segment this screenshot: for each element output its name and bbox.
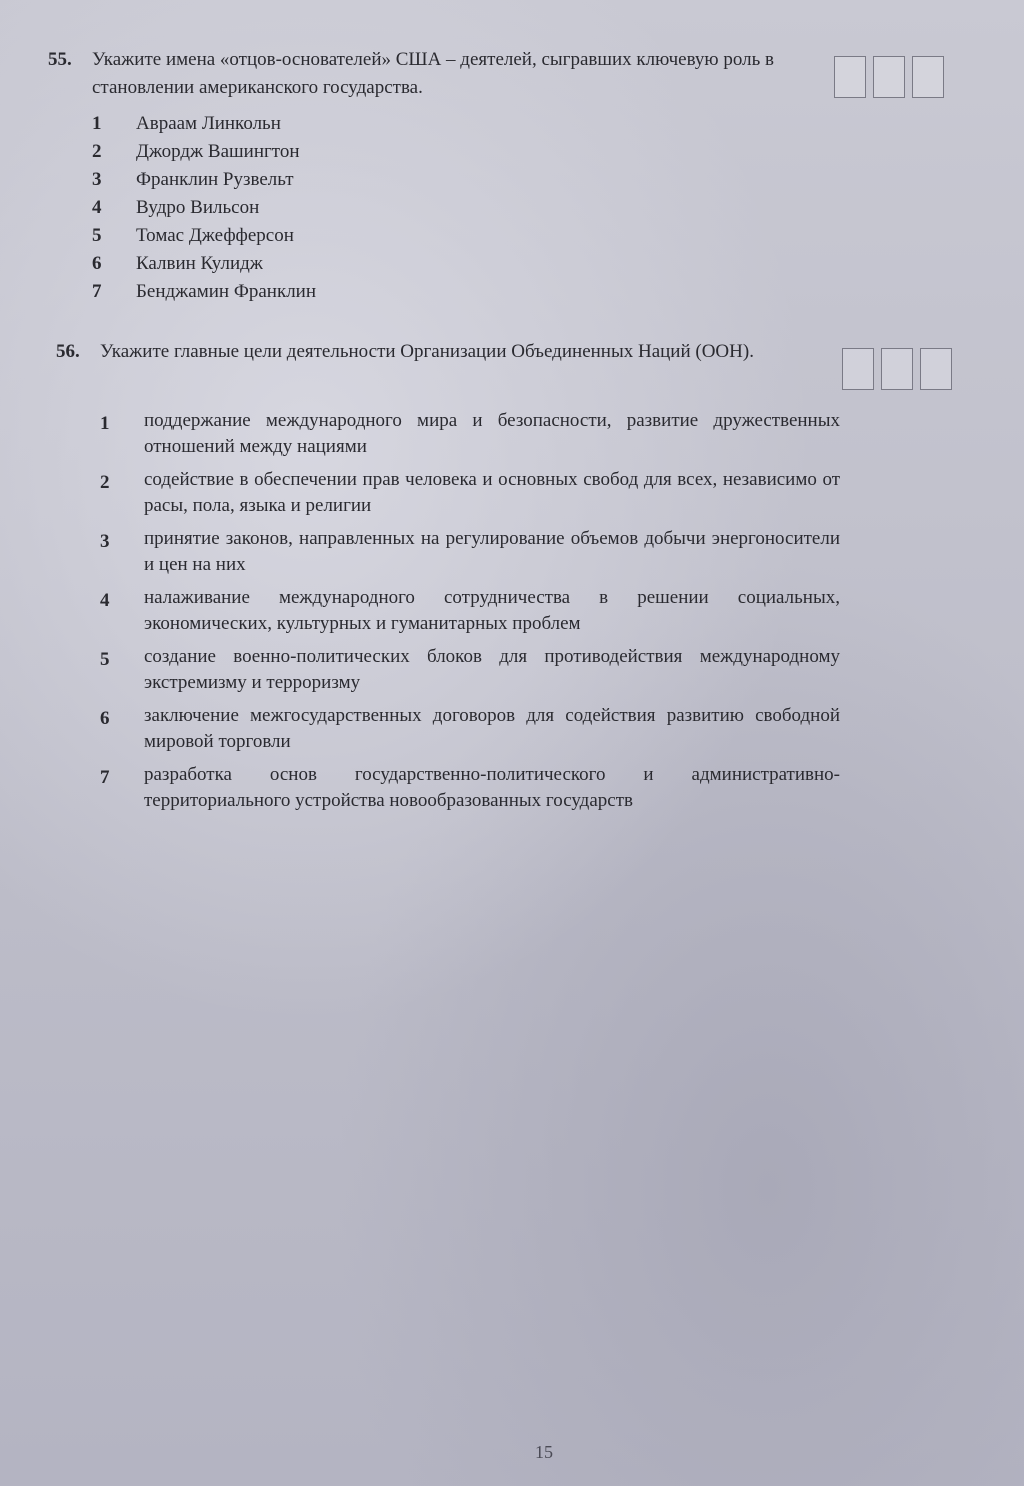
page-number: 15 (535, 1442, 553, 1462)
question-text: Укажите имена «отцов-основателей» США – деятелей, сыгравших ключевую роль в становлении американского государства. (92, 49, 774, 98)
answer-box-2[interactable] (881, 348, 913, 390)
answer-box-2[interactable] (873, 56, 905, 98)
option-item (92, 110, 832, 138)
option-item (100, 467, 840, 519)
answer-box-1[interactable] (834, 56, 866, 98)
option-item (92, 278, 832, 306)
option-number: 7 (92, 281, 102, 302)
option-text: налаживание международного сотрудничества в решении социальных, экономических, культурных и гуманитарных проблем (144, 587, 840, 634)
question-number: 56. (56, 341, 80, 362)
answer-box-1[interactable] (842, 348, 874, 390)
option-item (100, 762, 840, 814)
option-number: 2 (100, 472, 110, 493)
option-text: Вудро Вильсон (136, 197, 260, 218)
option-number: 5 (92, 225, 102, 246)
option-text: создание военно-политических блоков для противодействия международному экстремизму и терроризму (144, 646, 840, 693)
option-text: Авраам Линкольн (136, 113, 281, 134)
option-item (92, 194, 832, 222)
option-number: 3 (92, 169, 102, 190)
option-item (100, 585, 840, 637)
question-text: Укажите главные цели деятельности Организации Объединенных Наций (ООН). (100, 341, 754, 362)
option-number: 3 (100, 531, 110, 552)
option-number: 6 (100, 708, 110, 729)
option-text: поддержание международного мира и безопасности, развитие дружественных отношений между нациями (144, 410, 840, 457)
option-text: Калвин Кулидж (136, 253, 263, 274)
option-item (92, 250, 832, 278)
question-56 (56, 338, 996, 821)
option-list (100, 408, 840, 814)
answer-box-3[interactable] (912, 56, 944, 98)
option-number: 4 (100, 590, 110, 611)
option-number: 7 (100, 767, 110, 788)
option-item (100, 408, 840, 460)
option-number: 4 (92, 197, 102, 218)
option-number: 1 (92, 113, 102, 134)
answer-box-3[interactable] (920, 348, 952, 390)
option-number: 5 (100, 649, 110, 670)
option-text: Франклин Рузвельт (136, 169, 294, 190)
question-header (48, 46, 988, 102)
option-text: Бенджамин Франклин (136, 281, 317, 302)
option-number: 1 (100, 413, 110, 434)
question-header (56, 338, 996, 390)
option-text: содействие в обеспечении прав человека и основных свобод для всех, независимо от расы, пола, языка и религии (144, 469, 840, 516)
option-item (100, 526, 840, 578)
option-text: принятие законов, направленных на регулирование объемов добычи энергоносители и цен на них (144, 528, 840, 575)
answer-boxes (842, 348, 952, 390)
option-item (92, 166, 832, 194)
option-text: разработка основ государственно-политического и административно-территориального устройства новообразованных государств (144, 764, 840, 811)
question-number: 55. (48, 49, 72, 70)
option-number: 2 (92, 141, 102, 162)
option-number: 6 (92, 253, 102, 274)
answer-boxes (834, 56, 944, 98)
option-item (92, 138, 832, 166)
option-item (92, 222, 832, 250)
option-text: Томас Джефферсон (136, 225, 294, 246)
option-item (100, 644, 840, 696)
option-list (92, 110, 832, 306)
option-text: Джордж Вашингтон (136, 141, 300, 162)
option-text: заключение межгосударственных договоров для содействия развитию свободной мировой торговли (144, 705, 840, 752)
option-item (100, 703, 840, 755)
question-55 (48, 46, 988, 306)
